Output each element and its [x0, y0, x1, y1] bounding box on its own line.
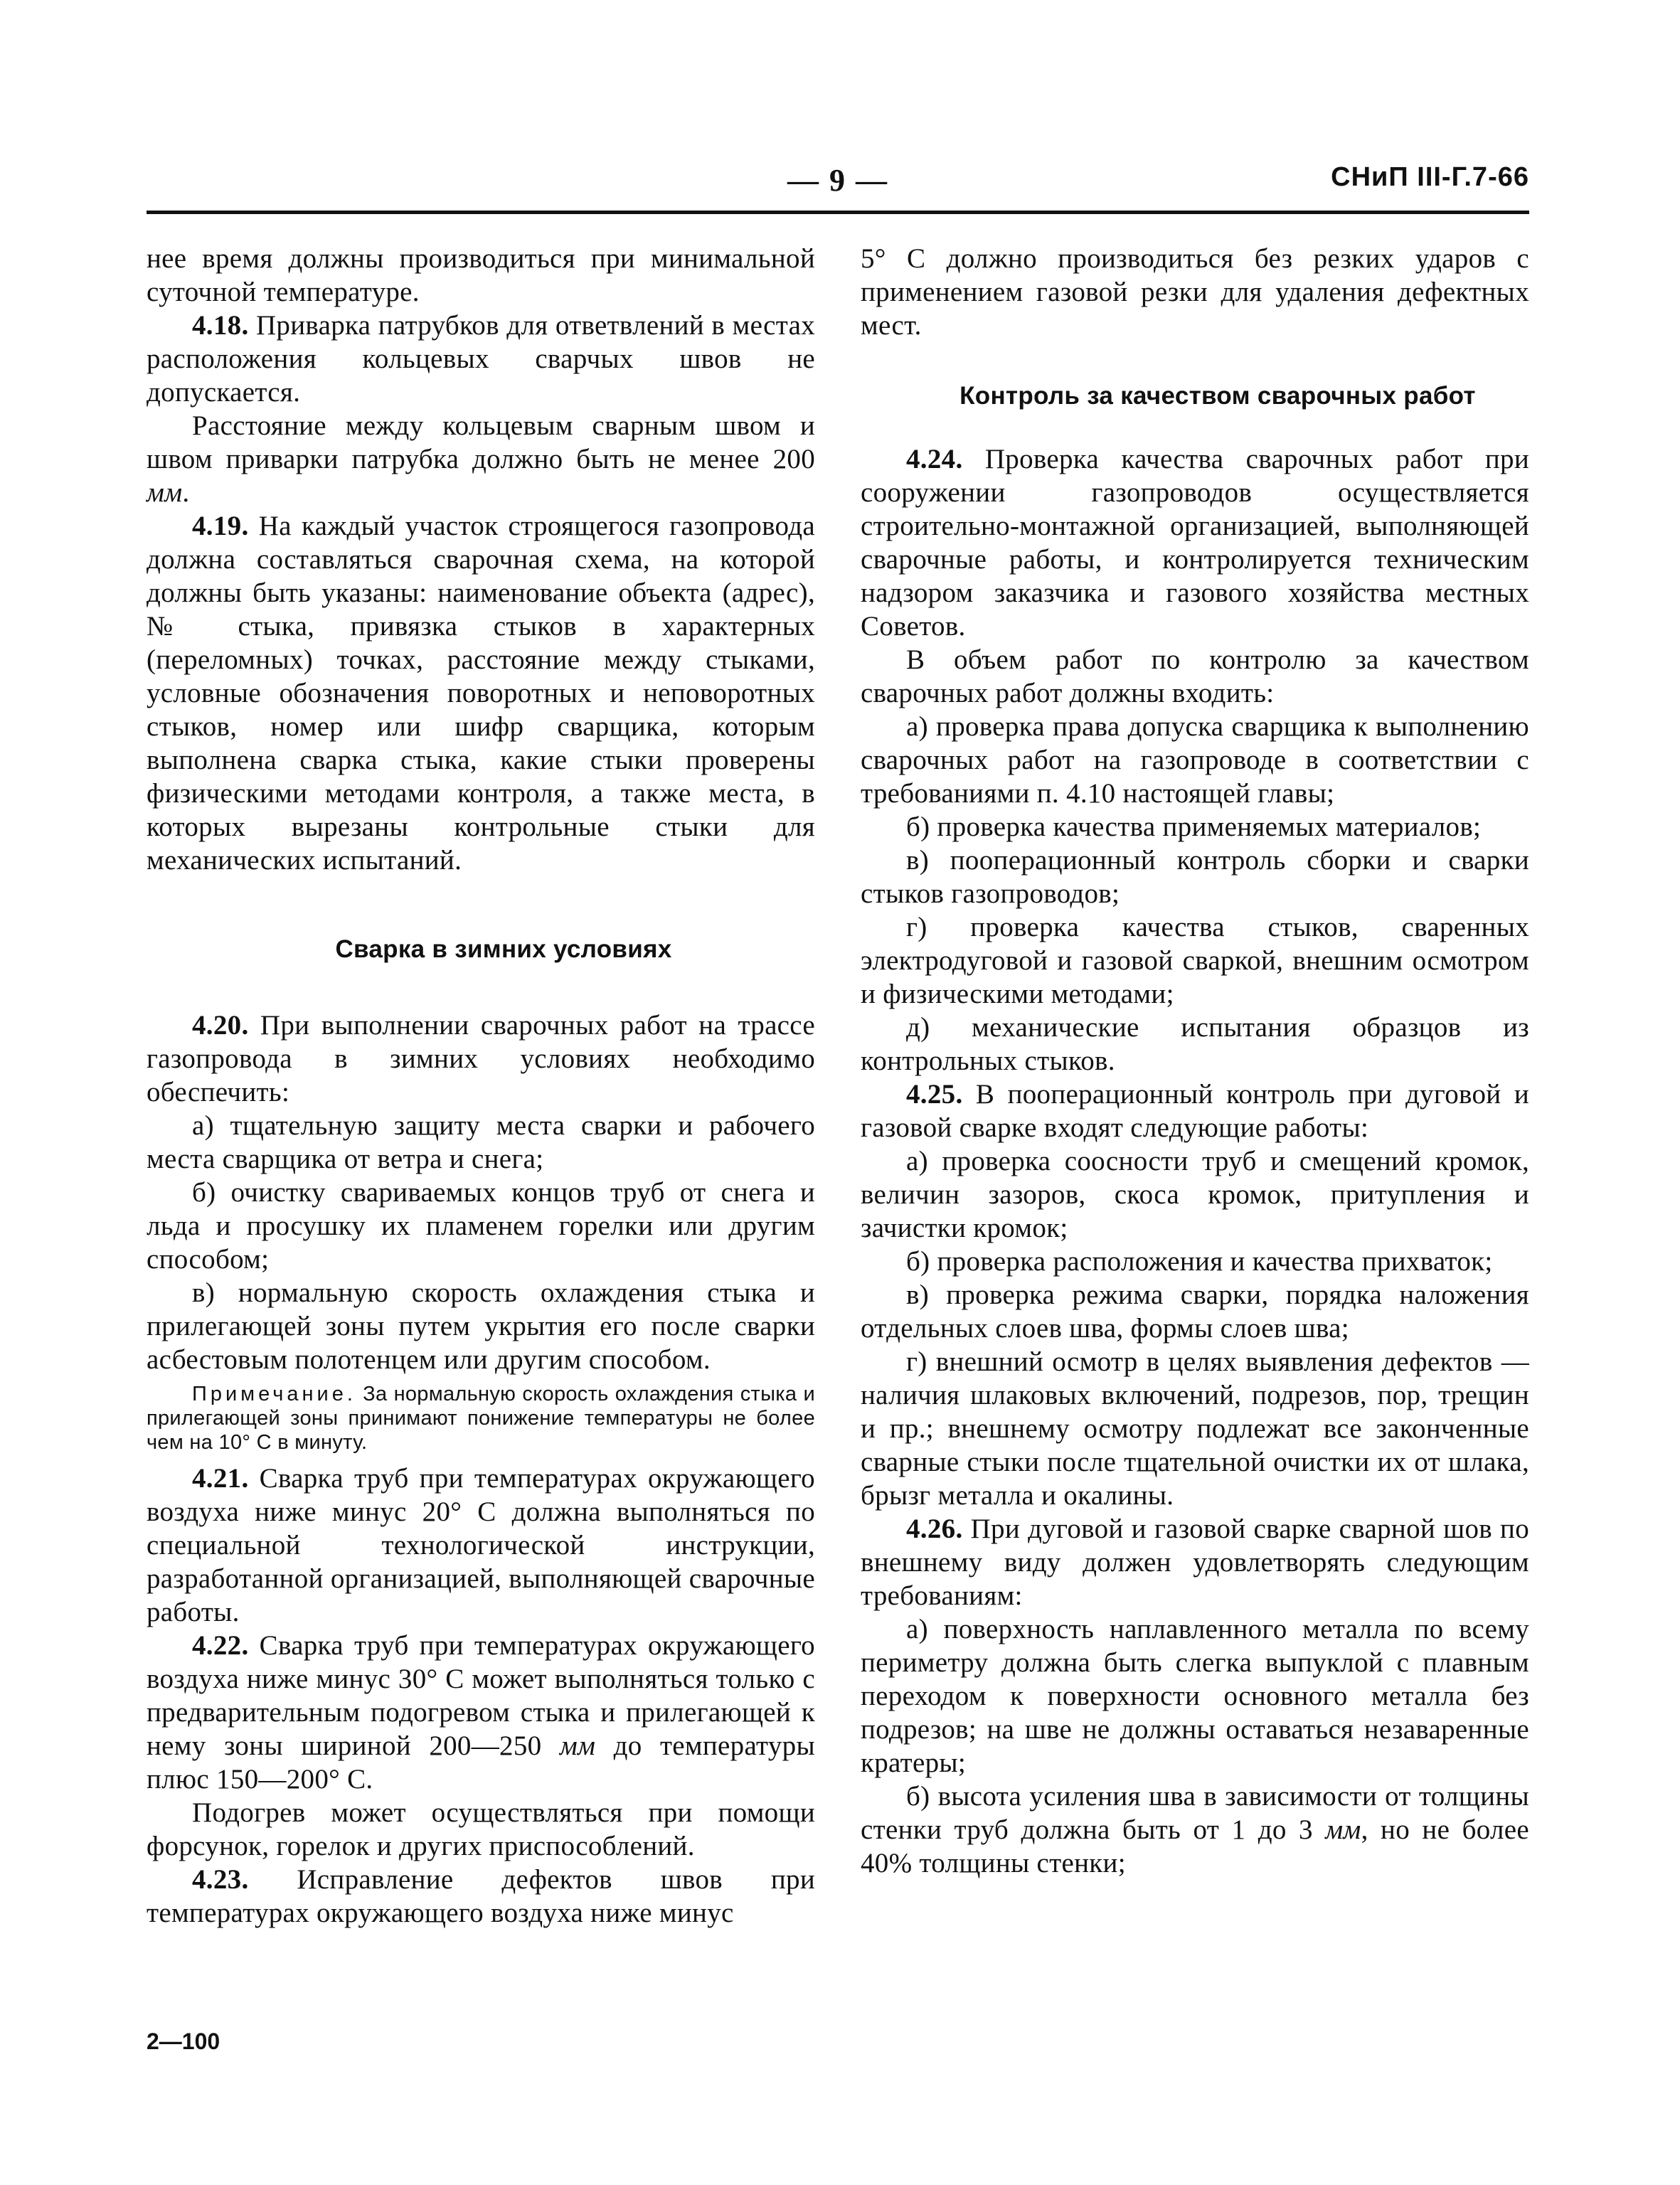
clause-number: 4.25. — [906, 1079, 963, 1110]
document-code: СНиП III-Г.7-66 — [1331, 162, 1529, 192]
list-item: а) проверка соосности труб и смещений кромок, величин зазоров, скоса кромок, притупления и зачистки кромок; — [861, 1146, 1529, 1243]
spacer — [861, 342, 1529, 379]
section-title-winter: Сварка в зимних условиях — [335, 935, 672, 963]
list-item: а) поверхность наплавленного металла по всему периметру должна быть слегка выпуклой с плавным переходом к поверхности основного металла без подрезов; на шве не должны оставаться незаваренные кратеры; — [861, 1614, 1529, 1778]
paragraph: В объем работ по контролю за качеством сварочных работ должны входить: — [861, 644, 1529, 708]
clause-number: 4.21. — [192, 1463, 249, 1494]
clause-text: до температуры плюс 150—200° С. — [147, 1731, 815, 1795]
spacer — [147, 877, 815, 932]
clause-text: При дуговой и газовой сварке сварной шов по внешнему виду должен удовлетворять следующим требованиям: — [861, 1514, 1529, 1611]
clause-4-25 — [861, 1078, 1529, 1144]
unit-text: мм — [1325, 1814, 1361, 1845]
clause-number: 4.20. — [192, 1010, 249, 1041]
clause-text: Сварка труб при температурах окружающего воздуха ниже минус 20° С должна выполняться по специальной технологической инструкции, разработанной организацией, выполняющей сварочные работы. — [147, 1463, 815, 1627]
printer-signature: 2—100 — [147, 2029, 220, 2054]
clause-4-21 — [147, 1462, 815, 1629]
clause-number: 4.23. — [192, 1864, 249, 1895]
list-item-text: , но не более 40% толщины стенки; — [861, 1814, 1529, 1878]
clause-text: Проверка качества сварочных работ при сооружении газопроводов осуществляется строительно-монтажной организацией, выполняющей сварочные работы, и контролируется техническим надзором заказчика и газового хозяйства местных Советов. — [861, 444, 1529, 642]
clause-4-20 — [147, 1009, 815, 1109]
spacer — [147, 1455, 815, 1462]
clause-number: 4.26. — [906, 1514, 963, 1544]
list-item: в) проверка режима сварки, порядка наложения отдельных слоев шва, формы слоев шва; — [861, 1280, 1529, 1344]
clause-number: 4.24. — [906, 444, 963, 474]
paragraph — [147, 409, 815, 509]
page-number: — 9 — — [787, 163, 888, 198]
unit-text: мм — [559, 1731, 596, 1761]
clause-text: Приварка патрубков для ответвлений в местах расположения кольцевых сварчых швов не допускается. — [147, 310, 815, 408]
clause-4-24 — [861, 442, 1529, 643]
list-item-text: б) высота усиления шва в зависимости от толщины стенки труб должна быть от 1 до 3 — [861, 1781, 1529, 1845]
paragraph-text: Расстояние между кольцевым сварным швом и швом приварки патрубка должно быть не менее 200 — [147, 410, 815, 474]
paragraph: Подогрев может осуществляться при помощи форсунок, горелок и других приспособлений. — [147, 1797, 815, 1861]
clause-4-19 — [147, 509, 815, 877]
clause-number: 4.18. — [192, 310, 249, 341]
clause-text: При выполнении сварочных работ на трассе газопровода в зимних условиях необходимо обеспечить: — [147, 1010, 815, 1107]
clause-text: Сварка труб при температурах окружающего воздуха ниже минус 30° С может выполняться только с предварительным подогревом стыка и прилегающей к нему зоны шириной 200—250 — [147, 1630, 815, 1761]
paragraph-text: нее время должны производиться при минимальной суточной температуре. — [147, 243, 815, 307]
list-item: б) проверка качества применяемых материалов; — [906, 812, 1482, 842]
paragraph: 5° С должно производиться без резких ударов с применением газовой резки для удаления дефектных мест. — [861, 243, 1529, 341]
list-item — [861, 1780, 1529, 1880]
list-item: б) очистку свариваемых концов труб от снега и льда и просушку их пламенем горелки или другим способом; — [147, 1177, 815, 1275]
list-item: а) тщательную защиту места сварки и рабочего места сварщика от ветра и снега; — [147, 1110, 815, 1174]
clause-text: В пооперационный контроль при дуговой и газовой сварке входят следующие работы: — [861, 1079, 1529, 1143]
spacer — [147, 966, 815, 1009]
list-item: г) проверка качества стыков, сваренных электродуговой и газовой сваркой, внешним осмотром и физическими методами; — [861, 912, 1529, 1009]
list-item: в) нормальную скорость охлаждения стыка и прилегающей зоны путем укрытия его после сварки асбестовым полотенцем или другим способом. — [147, 1277, 815, 1375]
spacer — [861, 413, 1529, 442]
list-item: б) проверка расположения и качества прихваток; — [906, 1246, 1493, 1277]
page-header — [147, 162, 1529, 212]
clause-number: 4.22. — [192, 1630, 249, 1661]
note-text: За нормальную скорость охлаждения стыка и прилегающей зоны принимают понижение температуры не более чем на 10° С в минуту. — [147, 1383, 815, 1454]
list-item: а) проверка права допуска сварщика к выполнению сварочных работ на газопроводе в соответствии с требованиями п. 4.10 настоящей главы; — [861, 711, 1529, 809]
list-item: г) внешний осмотр в целях выявления дефектов — наличия шлаковых включений, подрезов, пор, трещин и пр.; внешнему осмотру подлежат все законченные сварные стыки после тщательной очистки их от шлака, брызг металла и окалины. — [861, 1346, 1529, 1511]
clause-text: Исправление дефектов швов при температурах окружающего воздуха ниже минус — [147, 1864, 815, 1928]
clause-4-18 — [147, 309, 815, 409]
note — [147, 1382, 815, 1455]
clause-4-22 — [147, 1629, 815, 1796]
clause-text: На каждый участок строящегося газопровода должна составляться сварочная схема, на которой должны быть указаны: наименование объекта (адрес), № стыка, привязка стыков в характерных (переломных) точках, расстояние между стыками, условные обозначения поворотных и неповоротных стыков, номер или шифр сварщика, которым выполнена сварка стыка, какие стыки проверены физическими методами контроля, а также места, в которых вырезаны контрольные стыки для механических испытаний. — [147, 511, 815, 876]
clause-number: 4.19. — [192, 511, 249, 541]
paragraph-text: . — [182, 477, 190, 508]
clause-4-26 — [861, 1512, 1529, 1612]
clause-4-23 — [147, 1863, 815, 1930]
section-title-quality-control: Контроль за качеством сварочных работ — [959, 382, 1476, 410]
list-item: д) механические испытания образцов из контрольных стыков. — [861, 1012, 1529, 1076]
paragraph — [147, 242, 815, 309]
note-label: Примечание. — [192, 1383, 356, 1405]
left-column — [147, 242, 815, 1930]
right-column — [861, 242, 1529, 1880]
spacer — [147, 1376, 815, 1382]
header-rule — [147, 211, 1529, 214]
unit-text: мм — [147, 477, 183, 508]
list-item: в) пооперационный контроль сборки и сварки стыков газопроводов; — [861, 845, 1529, 909]
